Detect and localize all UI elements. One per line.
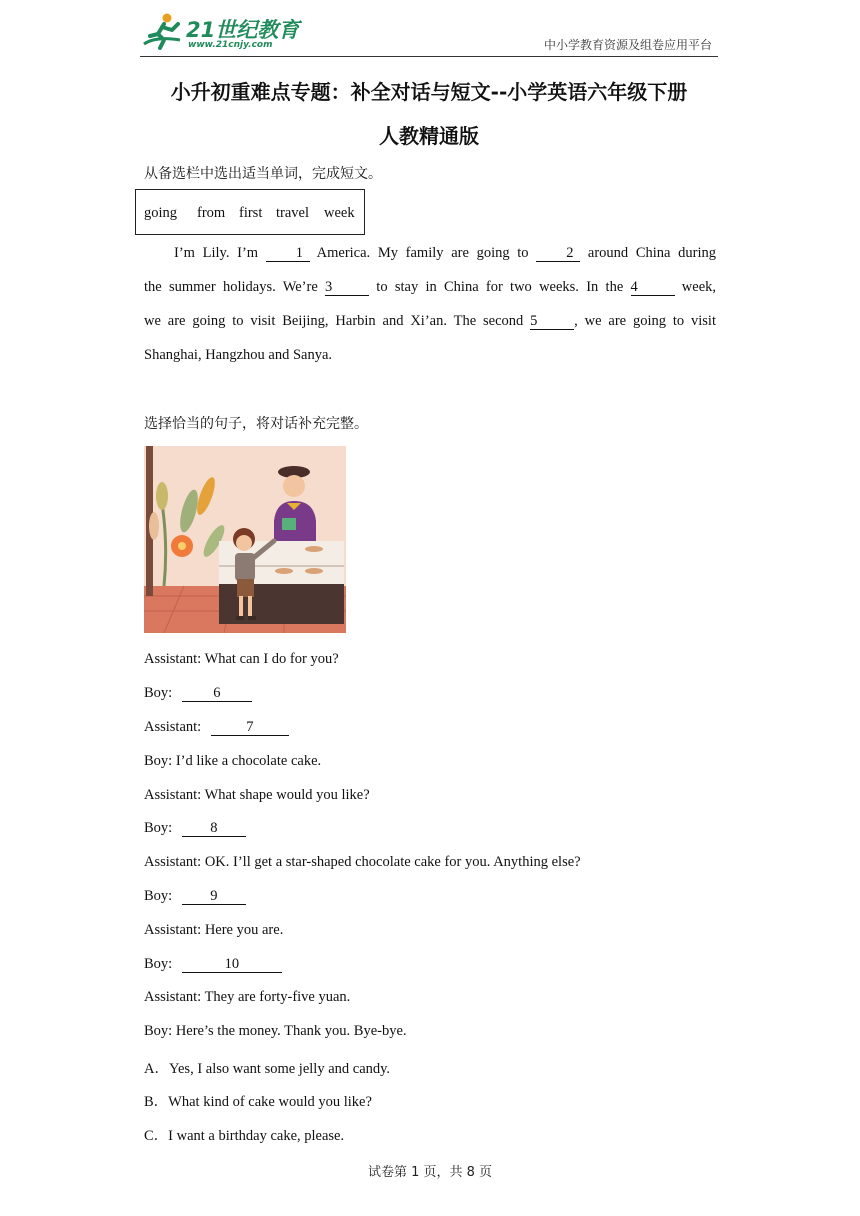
passage-text: I’m Lily. I’m <box>174 245 259 261</box>
blank-1[interactable]: 1 <box>266 245 310 262</box>
option-a: A．Yes, I also want some jelly and candy. <box>144 1061 391 1077</box>
word-bank <box>135 189 365 235</box>
dialogue-line: Boy: Here’s the money. Thank you. Bye-bye. <box>144 1023 407 1039</box>
page-title-line1: 小升初重难点专题：补全对话与短文--小学英语六年级下册 <box>170 80 688 104</box>
platform-name: 中小学教育资源及组卷应用平台 <box>543 38 712 52</box>
dialogue-line: Assistant: They are forty-five yuan. <box>144 989 351 1005</box>
option-c: C．I want a birthday cake, please. <box>144 1128 345 1144</box>
page-header <box>140 8 718 57</box>
word-bank-item: going <box>144 205 178 221</box>
speaker-label: Boy: <box>144 685 173 701</box>
cloze-passage <box>144 236 716 372</box>
section1-instruction: 从备选栏中选出适当单词，完成短文。 <box>144 166 382 182</box>
dialogue-line <box>144 685 252 702</box>
blank-7[interactable]: 7 <box>211 719 289 736</box>
speaker-label: Boy: <box>144 888 173 904</box>
speaker-label: Assistant: <box>144 719 202 735</box>
bakery-illustration <box>144 446 346 633</box>
dialogue-line: Assistant: What can I do for you? <box>144 651 339 667</box>
passage-text: America. My family are going to <box>316 245 529 261</box>
page-title-line2: 人教精通版 <box>379 124 479 148</box>
logo-url: www.21cnjy.com <box>188 40 273 50</box>
word-bank-item: travel <box>276 205 310 221</box>
blank-8[interactable]: 8 <box>182 820 246 837</box>
page-footer: 试卷第 1 页，共 8 页 <box>367 1165 493 1180</box>
runner-logo-icon <box>140 10 186 54</box>
blank-2[interactable]: 2 <box>536 245 580 262</box>
blank-4[interactable]: 4 <box>631 279 675 296</box>
passage-text: to stay in China for two weeks. In the <box>376 279 624 295</box>
dialogue-line <box>144 888 246 905</box>
dialogue-line: Assistant: Here you are. <box>144 922 284 938</box>
passage-text: week, <box>681 279 716 295</box>
blank-9[interactable]: 9 <box>182 888 246 905</box>
blank-5[interactable]: 5 <box>530 313 574 330</box>
dialogue-line: Assistant: OK. I’ll get a star-shaped chocolate cake for you. Anything else? <box>144 854 581 870</box>
blank-10[interactable]: 10 <box>182 956 282 973</box>
dialogue-line: Boy: I’d like a chocolate cake. <box>144 753 322 769</box>
option-b: B．What kind of cake would you like? <box>144 1094 372 1110</box>
blank-3[interactable]: 3 <box>325 279 369 296</box>
dialogue-line <box>144 820 246 837</box>
word-bank-item: from <box>197 205 226 221</box>
passage-text: we are going to visit Beijing, Harbin and Xi’an. The second <box>144 313 524 329</box>
blank-6[interactable]: 6 <box>182 685 252 702</box>
speaker-label: Boy: <box>144 820 173 836</box>
word-bank-item: first <box>239 205 263 221</box>
passage-text: the summer holidays. We’re <box>144 279 318 295</box>
passage-text: Shanghai, Hangzhou and Sanya. <box>144 347 333 363</box>
speaker-label: Boy: <box>144 956 173 972</box>
logo-text: 21世纪教育 <box>186 18 300 42</box>
logo <box>140 10 320 54</box>
passage-text: around China during <box>587 245 717 261</box>
dialogue-line <box>144 719 289 736</box>
section2-instruction: 选择恰当的句子，将对话补充完整。 <box>144 416 368 432</box>
passage-text: , we are going to visit <box>574 313 716 329</box>
word-bank-item: week <box>324 205 355 221</box>
dialogue-line <box>144 956 282 973</box>
dialogue-line: Assistant: What shape would you like? <box>144 787 370 803</box>
